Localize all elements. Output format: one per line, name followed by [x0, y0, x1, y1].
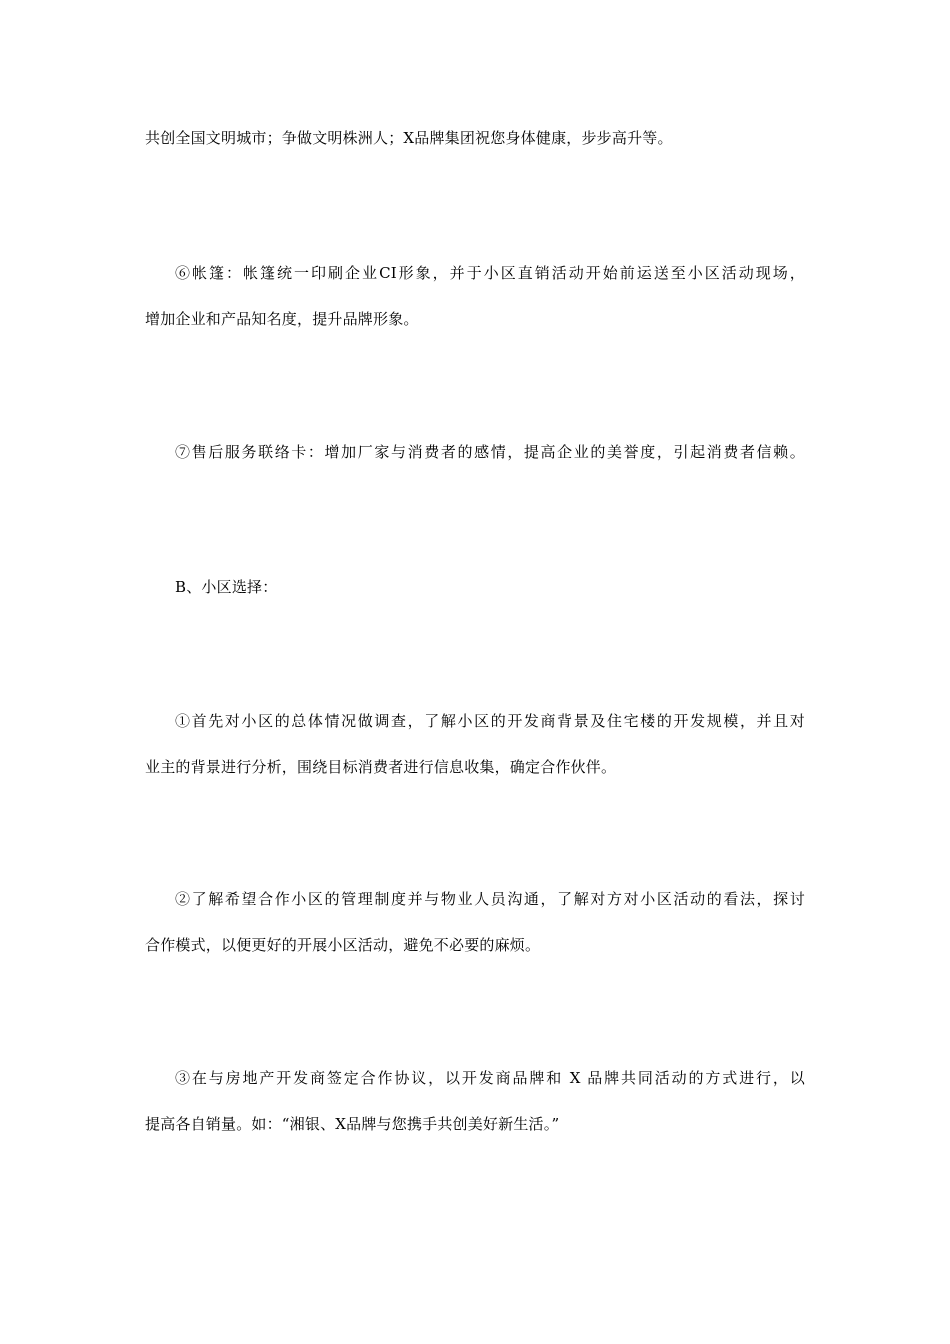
paragraph-survey-line-2: 业主的背景进行分析，围绕目标消费者进行信息收集，确定合作伙伴。: [145, 758, 617, 776]
paragraph-management-line-2: 合作模式，以便更好的开展小区活动，避免不必要的麻烦。: [145, 936, 541, 954]
paragraph-tent-line-1: ⑥帐篷：帐篷统一印刷企业CI形象，并于小区直销活动开始前运送至小区活动现场，: [175, 264, 805, 282]
paragraph-cooperation-line-1: ③在与房地产开发商签定合作协议，以开发商品牌和 X 品牌共同活动的方式进行，以: [175, 1069, 805, 1087]
paragraph-survey-line-1: ①首先对小区的总体情况做调查，了解小区的开发商背景及住宅楼的开发规模，并且对: [175, 712, 805, 730]
paragraph-service-card-line-1: ⑦售后服务联络卡：增加厂家与消费者的感情，提高企业的美誉度，引起消费者信赖。: [175, 443, 805, 461]
paragraph-cooperation-line-2: 提高各自销量。如：“湘银、X品牌与您携手共创美好新生活。”: [145, 1115, 560, 1133]
paragraph-slogans-line-1: 共创全国文明城市；争做文明株洲人；X品牌集团祝您身体健康，步步高升等。: [145, 129, 673, 147]
paragraph-tent-line-2: 增加企业和产品知名度，提升品牌形象。: [145, 310, 419, 328]
paragraph-management-line-1: ②了解希望合作小区的管理制度并与物业人员沟通，了解对方对小区活动的看法，探讨: [175, 890, 805, 908]
section-heading-community-selection: B、小区选择：: [175, 578, 278, 596]
